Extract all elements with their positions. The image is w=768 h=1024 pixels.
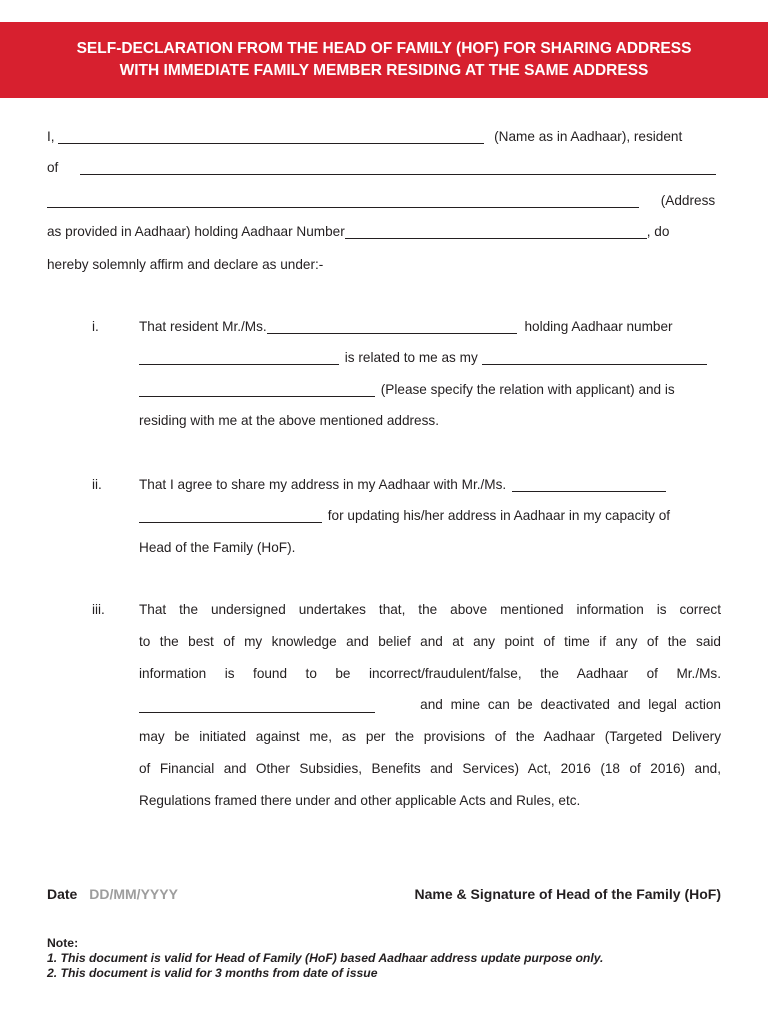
intro-do-text: , do [646, 224, 670, 239]
date-field [47, 886, 178, 902]
item-ii-line-1 [139, 477, 666, 492]
note-section [47, 936, 603, 981]
item-i-line-1 [139, 319, 673, 334]
note-item: 2. This document is valid for 3 months from date of issue [47, 966, 378, 980]
item-ii-line-3: Head of the Family (HoF). [139, 540, 296, 555]
applicant-name-blank[interactable] [139, 712, 375, 713]
address-blank-1[interactable] [80, 174, 716, 175]
intro-of: of [47, 160, 59, 175]
intro-name-suffix: (Name as in Aadhaar), resident [494, 129, 683, 144]
intro-line-1 [47, 129, 682, 144]
share-name-blank-2[interactable] [139, 522, 322, 523]
intro-line-2 [47, 160, 716, 175]
item-text: That I agree to share my address in my Aadhaar with Mr./Ms. [139, 477, 507, 492]
item-text: (Please specify the relation with applicant) and is [380, 382, 675, 397]
note-item: 1. This document is valid for Head of Family (HoF) based Aadhaar address update purpose only. [47, 951, 604, 965]
item-text: for updating his/her address in Aadhaar in my capacity of [327, 508, 671, 523]
resident-name-blank[interactable] [267, 333, 517, 334]
item-iii-line-2: to the best of my knowledge and belief and at any point of time if any of the said [139, 634, 721, 649]
item-iii-line-6: of Financial and Other Subsidies, Benefits and Services) Act, 2016 (18 of 2016) and, [139, 761, 721, 776]
item-iii-line-4 [139, 697, 721, 713]
relation-blank-2[interactable] [139, 396, 375, 397]
intro-line-4 [47, 224, 669, 239]
header-title-line-1: SELF-DECLARATION FROM THE HEAD OF FAMILY (HOF) FOR SHARING ADDRESS [76, 40, 692, 57]
item-i-line-3 [139, 382, 675, 397]
intro-affirm: hereby solemnly affirm and declare as under:- [47, 257, 324, 272]
item-ii-line-2 [139, 508, 670, 523]
item-text: holding Aadhaar number [524, 319, 673, 334]
date-label: Date [47, 886, 78, 902]
item-i-line-4: residing with me at the above mentioned address. [139, 413, 439, 428]
intro-aadhaar-text: as provided in Aadhaar) holding Aadhaar Number [47, 224, 345, 239]
intro-line-3 [47, 193, 715, 208]
signature-label: Name & Signature of Head of the Family (HoF) [414, 886, 721, 902]
relation-blank-1[interactable] [482, 364, 707, 365]
item-iii-line-3: information is found to be incorrect/fraudulent/false, the Aadhaar of Mr./Ms. [139, 666, 721, 681]
item-text: That resident Mr./Ms. [139, 319, 267, 334]
document-header [0, 22, 768, 98]
date-placeholder[interactable]: DD/MM/YYYY [89, 886, 178, 902]
item-i-line-2 [139, 350, 707, 365]
item-number: iii. [92, 602, 105, 617]
item-iii-line-1: That the undersigned undertakes that, the above mentioned information is correct [139, 602, 721, 617]
item-text: is related to me as my [344, 350, 478, 365]
header-title-line-2: WITH IMMEDIATE FAMILY MEMBER RESIDING AT THE SAME ADDRESS [119, 62, 649, 79]
resident-aadhaar-blank[interactable] [139, 364, 339, 365]
name-blank[interactable] [58, 143, 484, 144]
intro-address-label: (Address [660, 193, 716, 208]
share-name-blank-1[interactable] [512, 491, 666, 492]
item-iii-line-7: Regulations framed there under and other applicable Acts and Rules, etc. [139, 793, 581, 808]
note-title: Note: [47, 936, 79, 950]
item-number: ii. [92, 477, 102, 492]
aadhaar-number-blank[interactable] [345, 238, 647, 239]
item-number: i. [92, 319, 99, 334]
item-iii-line-5: may be initiated against me, as per the provisions of the Aadhaar (Targeted Delivery [139, 729, 721, 744]
intro-i-prefix: I, [47, 129, 55, 144]
item-text: and mine can be deactivated and legal action [420, 697, 721, 712]
address-blank-2[interactable] [47, 207, 639, 208]
